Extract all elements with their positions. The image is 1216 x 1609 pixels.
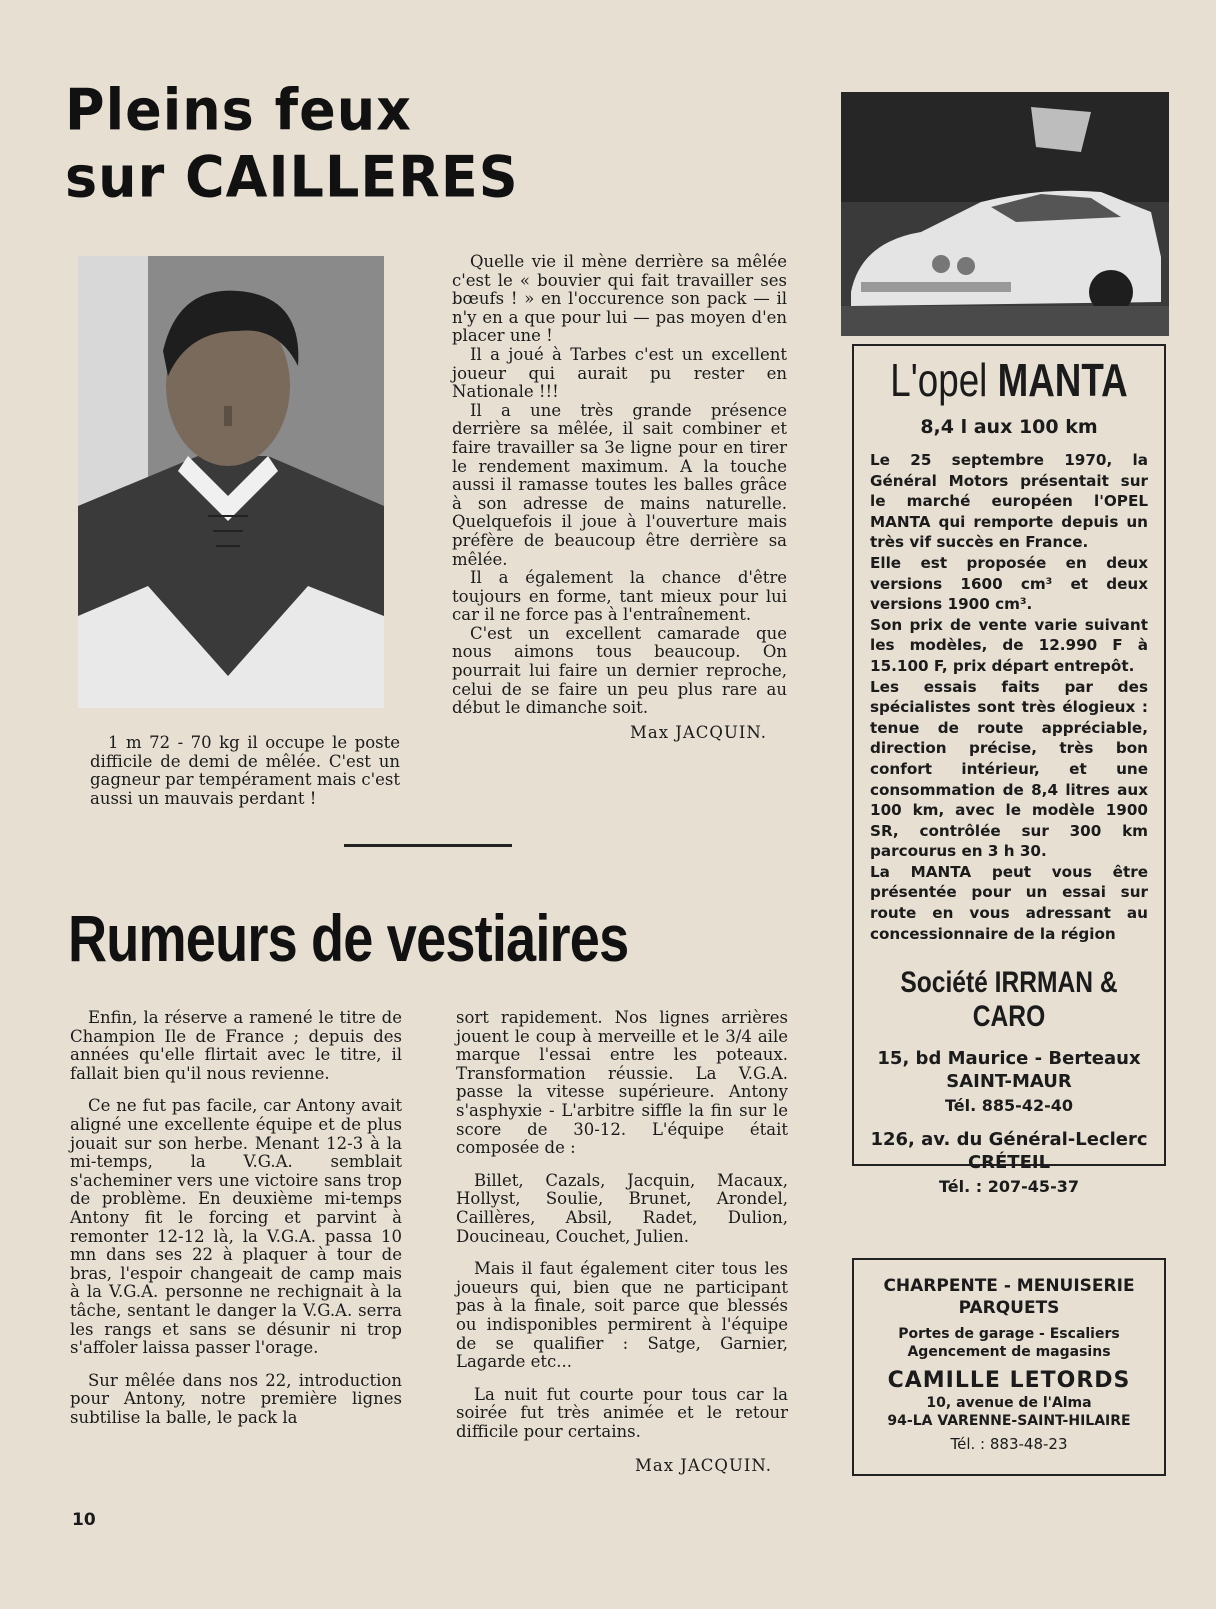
article1-signature: Max JACQUIN. xyxy=(629,722,767,742)
opel-manta-advert xyxy=(852,344,1166,1197)
article1-paragraph: Quelle vie il mène derrière sa mêlée c'est le « bouvier qui fait travailler ses bœufs ! » en l'occurence son pack — il n'y en a que pour lui — pas moyen d'en placer une ! xyxy=(452,252,787,346)
article1-paragraph: Il a une très grande présence derrière sa mêlée, il sait combiner et faire travailler sa 3e ligne pour en tirer le rendement maximum. A la touche aussi il ramasse toutes les balles grâce à son adresse de mains naturelle. Quelquefois il joue à l'ouverture mais préfère de beaucoup être derrière sa mêlée. xyxy=(452,400,787,569)
advert-subtitle: 8,4 l aux 100 km xyxy=(920,416,1098,438)
article1-paragraph: C'est un excellent camarade que nous aimons tous beaucoup. On pourrait lui faire un dernier reproche, celui de se faire un peu plus rare au début le dimanche soit. xyxy=(452,623,787,718)
article1-paragraph: Il a joué à Tarbes c'est un excellent joueur qui aurait pu rester en Nationale !!! xyxy=(452,344,787,402)
dealer-city2: CRÉTEIL xyxy=(967,1152,1051,1174)
divider-rule xyxy=(344,844,512,847)
advert-title: L'opel MANTA xyxy=(890,354,1128,406)
dealer-phone1: Tél. 885-42-40 xyxy=(945,1096,1073,1116)
letords-advert xyxy=(852,1258,1166,1476)
advert-trade: CHARPENTE - MENUISERIE xyxy=(883,1276,1135,1296)
article2-signature: Max JACQUIN. xyxy=(634,1456,772,1476)
dealer-city1: SAINT-MAUR xyxy=(946,1071,1072,1093)
article2-paragraph: Sur mêlée dans nos 22, introduction pour Antony, notre première lignes subtilise la balle, le pack la xyxy=(70,1370,402,1427)
article2-col2 xyxy=(456,1009,788,1476)
advert-address: 10, avenue de l'Alma xyxy=(926,1395,1092,1411)
dealer-address1: 15, bd Maurice - Berteaux xyxy=(877,1048,1141,1070)
advert-phone: Tél. : 883-48-23 xyxy=(950,1435,1068,1453)
dealer-name: Société IRRMAN & CARO xyxy=(900,966,1118,1034)
car-photo xyxy=(841,92,1169,336)
article2-paragraph: La nuit fut courte pour tous car la soirée fut très animée et le retour difficile pour certains. xyxy=(456,1384,788,1441)
advert-city: 94-LA VARENNE-SAINT-HILAIRE xyxy=(887,1413,1131,1429)
advert-services: Portes de garage - Escaliers xyxy=(898,1326,1120,1342)
advert-text: Le 25 septembre 1970, la Général Motors présentait sur le marché européen l'OPEL MANTA qui remporte depuis un très vif succès en France. Elle est proposée en deux versions 1600 cm³ et deux versions 1900 cm³. Son prix de vente varie suivant les modèles, de 12.990 F à 15.100 F, prix départ entrepôt. Les essais faits par des spécialistes sont très élogieux : tenue de route appréciable, direction précise, très bon confort intérieur, et une consommation de 8,4 litres aux 100 km, avec le modèle 1900 SR, contrôlée sur 300 km parcourus en 3 h 30. La MANTA peut vous être présentée pour un essai sur route en vous adressant au concessionnaire de la région xyxy=(870,451,1148,943)
article2-paragraph: Mais il faut également citer tous les joueurs qui, bien que ne participant pas à la finale, soit parce que blessés ou indisponibles permirent à l'équipe de se qualifier : Satge, Garnier, Lagarde etc... xyxy=(456,1259,788,1372)
player-photo xyxy=(78,256,384,708)
article2-paragraph: Ce ne fut pas facile, car Antony avait aligné une excellente équipe et de plus jouait sur son herbe. Menant 12-3 à la mi-temps, la V.G.A. semblait s'acheminer vers une victoire sans trop de problème. En deuxième mi-temps Antony fit le forcing et parvint à remonter 12-12 là, la V.G.A. passa 10 mn dans ses 22 à plaquer à tour de bras, l'espoir changeait de camp mais à la V.G.A. personne ne rechignait à la tâche, sentant le danger la V.G.A. serra les rangs et sans se désunir ni trop s'affoler laissa passer l'orage. xyxy=(70,1096,402,1358)
article1-text xyxy=(452,253,787,742)
advert-trade2: PARQUETS xyxy=(958,1298,1060,1318)
article2-paragraph: sort rapidement. Nos lignes arrières jouent le coup à merveille et le 3/4 aile marque l'essai entre les poteaux. Transformation réussie. La V.G.A. passe la vitesse supérieure. Antony s'asphyxie - L'arbitre siffle la fin sur le score de 30-12. L'équipe était composée de : xyxy=(456,1008,788,1158)
advert-company-name: CAMILLE LETORDS xyxy=(887,1368,1131,1393)
article2-team-list: Billet, Cazals, Jacquin, Macaux, Hollyst, Soulie, Brunet, Arondel, Caillères, Absil, Radet, Dulion, Doucineau, Couchet, Julien. xyxy=(456,1170,788,1246)
dealer-address2: 126, av. du Général-Leclerc xyxy=(870,1129,1148,1151)
article2-col1 xyxy=(70,1009,402,1427)
dealer-phone2: Tél. : 207-45-37 xyxy=(939,1177,1079,1197)
article-title-line1: Pleins feux xyxy=(65,76,412,143)
player-portrait-image xyxy=(78,256,384,708)
page-number: 10 xyxy=(72,1510,96,1530)
article1-paragraph: Il a également la chance d'être toujours en forme, tant mieux pour lui car il ne force pas à l'entraînement. xyxy=(452,568,787,625)
photo-caption: 1 m 72 - 70 kg il occupe le poste difficile de demi de mêlée. C'est un gagneur par tempérament mais c'est aussi un mauvais perdant ! xyxy=(90,733,400,808)
article2-title: Rumeurs de vestiaires xyxy=(68,901,629,975)
article-title-line2: sur CAILLERES xyxy=(65,144,519,211)
advert-services2: Agencement de magasins xyxy=(907,1344,1111,1360)
opel-manta-image xyxy=(841,92,1169,336)
article2-paragraph: Enfin, la réserve a ramené le titre de Champion Ile de France ; depuis des années qu'elle flirtait avec le titre, il fallait bien qu'il nous revienne. xyxy=(70,1008,402,1083)
article-title xyxy=(65,77,519,211)
